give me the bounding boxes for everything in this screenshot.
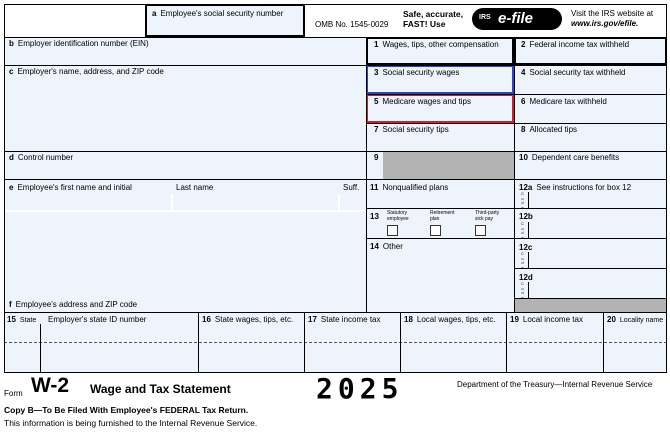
box-10-dependent-care[interactable] xyxy=(514,151,667,179)
state-col-506 xyxy=(506,312,507,372)
box-e-number: e xyxy=(9,183,14,192)
box-12c-number: 12c xyxy=(519,243,533,252)
box-10-number: 10 xyxy=(519,153,528,162)
fast-use-text: FAST! Use xyxy=(403,19,446,29)
box-1-label: Wages, tips, other compensation xyxy=(382,40,499,49)
void-area xyxy=(4,4,145,37)
box-f-number: f xyxy=(9,300,12,309)
box-1-number: 1 xyxy=(374,40,379,49)
shaded-area-right xyxy=(514,298,667,312)
col-divider-514 xyxy=(514,37,515,312)
third-party-label: Third-party sick pay xyxy=(475,210,500,222)
col-divider-366 xyxy=(366,37,367,312)
box-c-label: Employer's name, address, and ZIP code xyxy=(17,67,164,76)
box-12d-code-label: C o d e xyxy=(521,281,524,298)
tax-year: 2025 xyxy=(316,372,404,405)
line-208 xyxy=(366,208,667,209)
box-20-number: 20 xyxy=(607,315,616,324)
box-8-allocated-tips[interactable] xyxy=(514,123,667,151)
box-12d-number: 12d xyxy=(519,273,533,282)
header-info xyxy=(305,4,667,37)
box-9-number: 9 xyxy=(374,153,379,162)
box-12a-code-divider xyxy=(528,192,529,208)
box-1-wages[interactable] xyxy=(366,37,514,65)
name-split-2 xyxy=(338,194,340,212)
box-12d[interactable] xyxy=(514,268,667,298)
form-title: Wage and Tax Statement xyxy=(90,382,231,396)
state-row-dashed-divider xyxy=(4,342,667,343)
line-238 xyxy=(366,238,667,239)
box-12a-code-label: C o d e xyxy=(521,191,524,208)
line-312 xyxy=(4,312,667,313)
box-7-ss-tips[interactable] xyxy=(366,123,514,151)
box-e-first-label: Employee's first name and initial xyxy=(17,183,132,192)
box-15-number: 15 xyxy=(7,315,16,324)
box-6-number: 6 xyxy=(521,97,526,106)
irs-efile-url[interactable]: www.irs.gov/efile. xyxy=(571,19,639,28)
box-b-text: Employer identification number (EIN) xyxy=(17,39,149,48)
box-5-number: 5 xyxy=(374,97,379,106)
box-10-label: Dependent care benefits xyxy=(531,153,620,162)
line-37 xyxy=(4,37,667,38)
box-14-number: 14 xyxy=(370,242,379,251)
box-12b-code-divider xyxy=(528,222,529,238)
line-123 xyxy=(366,123,667,124)
box-12b-number: 12b xyxy=(519,212,533,221)
box-e-f-employee[interactable] xyxy=(4,179,366,312)
box-3-ss-wages[interactable] xyxy=(366,65,514,94)
border-top xyxy=(4,4,667,5)
box-18-label: Local wages, tips, etc. xyxy=(416,315,496,324)
line-298 xyxy=(514,298,667,299)
border-right xyxy=(666,4,667,372)
box-12a[interactable] xyxy=(514,179,667,208)
safe-accurate-text: Safe, accurate, xyxy=(403,9,464,19)
box-d-number: d xyxy=(9,153,14,162)
box-6-label: Medicare tax withheld xyxy=(529,97,607,106)
box-12c[interactable] xyxy=(514,238,667,268)
box-11-number: 11 xyxy=(370,183,379,192)
box-16-label: State wages, tips, etc. xyxy=(214,315,294,324)
box-9 xyxy=(366,151,514,179)
box-4-number: 4 xyxy=(521,68,526,77)
box-17-number: 17 xyxy=(308,315,317,324)
box-d-control[interactable] xyxy=(4,151,366,179)
statutory-checkbox[interactable] xyxy=(387,225,398,236)
line-151 xyxy=(4,151,667,152)
third-party-checkbox[interactable] xyxy=(475,225,486,236)
form-name: W-2 xyxy=(31,374,70,397)
box-12a-number: 12a xyxy=(519,183,533,192)
state-col-40 xyxy=(40,324,41,372)
efile-logo-irs: IRS xyxy=(479,14,491,21)
box-12c-code-label: C o d e xyxy=(521,251,524,268)
box-4-label: Social security tax withheld xyxy=(529,68,626,77)
copy-b-line: Copy B—To Be Filed With Employee's FEDERAL Tax Return. xyxy=(4,405,249,415)
retirement-checkbox[interactable] xyxy=(430,225,441,236)
box-14-label: Other xyxy=(382,242,403,251)
box-3-number: 3 xyxy=(374,68,379,77)
name-row-divider xyxy=(4,210,366,212)
box-b-ein[interactable] xyxy=(4,37,366,65)
box-5-medicare-wages[interactable] xyxy=(366,94,514,123)
info-line: This information is being furnished to the Internal Revenue Service. xyxy=(4,418,258,428)
form-word: Form xyxy=(4,389,23,398)
box-4-ss-tax[interactable] xyxy=(514,65,667,94)
box-d-label: Control number xyxy=(17,153,74,162)
box-8-label: Allocated tips xyxy=(529,125,578,134)
box-c-employer[interactable] xyxy=(4,65,366,151)
state-col-198 xyxy=(198,312,199,372)
line-268 xyxy=(514,268,667,269)
box-19-label: Local income tax xyxy=(522,315,583,324)
box-12b-code-label: C o d e xyxy=(521,221,524,238)
box-9-shaded xyxy=(383,151,514,179)
box-a-ssn[interactable] xyxy=(145,4,305,37)
box-11-label: Nonqualified plans xyxy=(382,183,449,192)
line-65 xyxy=(4,65,667,66)
box-16-number: 16 xyxy=(202,315,211,324)
state-col-304 xyxy=(304,312,305,372)
box-18-number: 18 xyxy=(404,315,413,324)
line-94 xyxy=(366,94,667,95)
statutory-label: Statutory employee xyxy=(387,210,409,222)
box-12c-code-divider xyxy=(528,252,529,268)
box-8-number: 8 xyxy=(521,125,526,134)
efile-logo-text: e-file xyxy=(498,10,534,27)
omb-number: OMB No. 1545-0029 xyxy=(315,20,389,29)
box-7-number: 7 xyxy=(374,125,379,134)
box-2-label: Federal income tax withheld xyxy=(529,40,630,49)
line-179 xyxy=(4,179,667,180)
department-text: Department of the Treasury—Internal Revenue Service xyxy=(457,380,653,389)
box-a-number: a xyxy=(152,9,157,18)
efile-logo xyxy=(472,8,562,30)
box-b-number: b xyxy=(9,39,14,48)
box-15-state-label: State xyxy=(19,317,37,324)
box-5-label: Medicare wages and tips xyxy=(382,97,471,106)
box-e-last-label: Last name xyxy=(176,183,214,192)
box-a-label: Employee's social security number xyxy=(160,9,284,18)
box-14-other[interactable] xyxy=(366,238,514,312)
box-12d-code-divider xyxy=(528,282,529,298)
box-2-federal-tax[interactable] xyxy=(514,37,667,65)
box-c-number: c xyxy=(9,67,14,76)
state-col-603 xyxy=(603,312,604,372)
box-12b[interactable] xyxy=(514,208,667,238)
box-6-medicare-tax[interactable] xyxy=(514,94,667,123)
retirement-label: Retirement plan xyxy=(430,210,455,222)
box-20-label: Locality name xyxy=(619,317,664,324)
box-13-checkboxes xyxy=(366,208,514,238)
box-12a-label: See instructions for box 12 xyxy=(536,183,632,192)
box-17-label: State income tax xyxy=(320,315,381,324)
box-15-id-label: Employer's state ID number xyxy=(48,315,147,324)
box-7-label: Social security tips xyxy=(382,125,449,134)
box-e-suff-label: Suff. xyxy=(343,183,360,192)
box-f-label: Employee's address and ZIP code xyxy=(15,300,138,309)
box-3-label: Social security wages xyxy=(382,68,460,77)
box-19-number: 19 xyxy=(510,315,519,324)
visit-irs-text: Visit the IRS website at xyxy=(571,9,654,18)
box-2-number: 2 xyxy=(521,40,526,49)
name-split-1 xyxy=(171,194,173,212)
border-left xyxy=(4,4,5,372)
state-col-400 xyxy=(400,312,401,372)
box-11-nonqualified[interactable] xyxy=(366,179,514,208)
box-13-number: 13 xyxy=(370,212,379,221)
